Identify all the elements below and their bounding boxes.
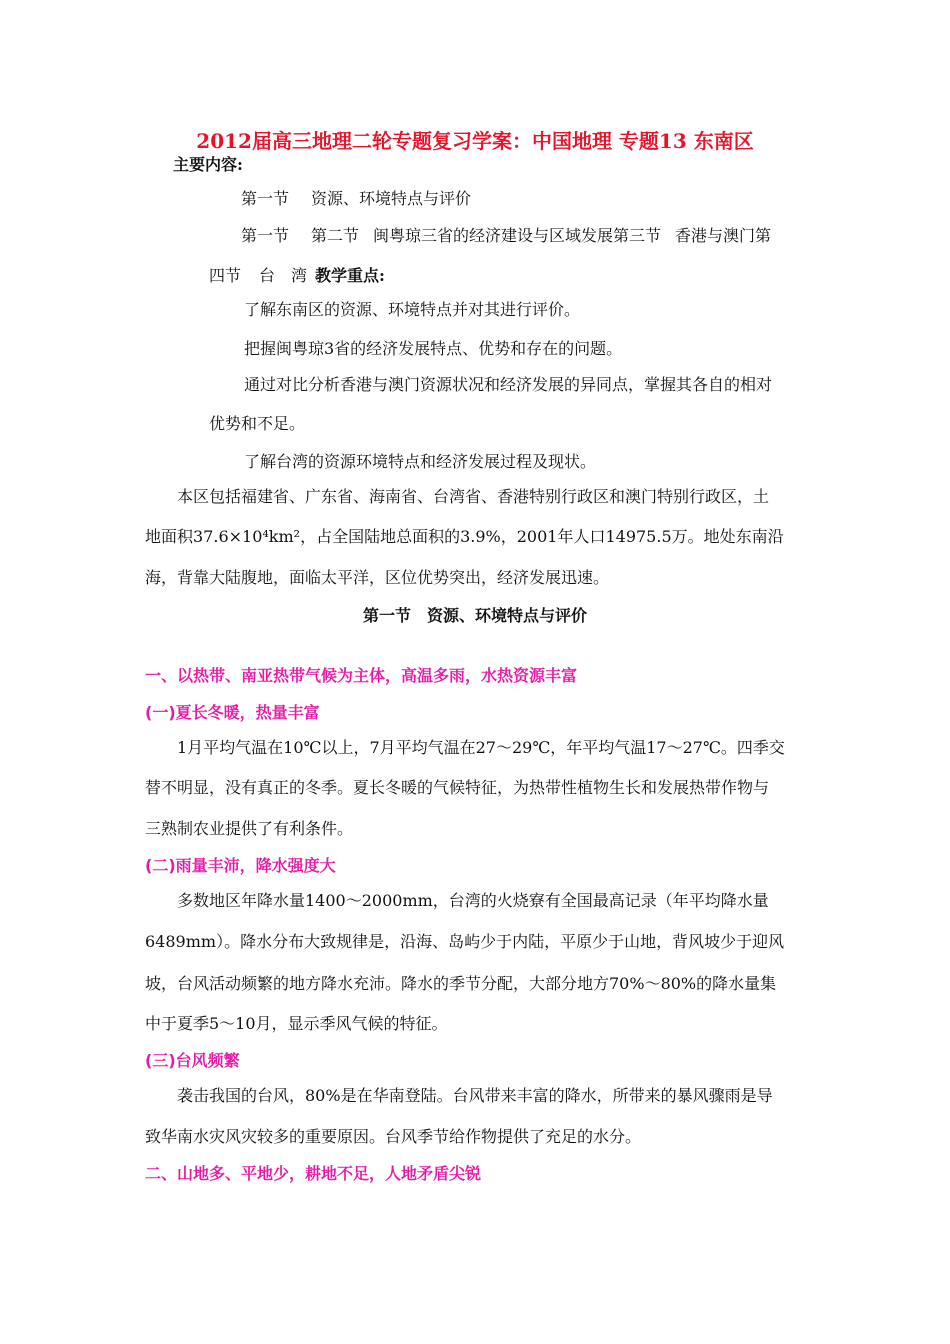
section-2-title: 闽粤琼三省的经济建设与区域发展第三节: [373, 226, 662, 245]
intro-line-1: 本区包括福建省、广东省、海南省、台湾省、香港特别行政区和澳门特别行政区，土: [177, 487, 770, 506]
key-point-4: 了解台湾的资源环境特点和经济发展过程及现状。: [244, 452, 597, 471]
section-1-title: 资源、环境特点与评价: [311, 189, 472, 208]
section-1-number: 第一节: [241, 189, 290, 208]
para-2-line-2: 6489mm）。降水分布大致规律是，沿海、岛屿少于内陆，平原少于山地，背风坡少于迎风: [145, 932, 785, 951]
section-list-line-3: [209, 266, 385, 286]
section-2-number: 第二节: [311, 226, 360, 245]
para-3-line-1: 袭击我国的台风，80%是在华南登陆。台风带来丰富的降水，所带来的暴风骤雨是导: [177, 1086, 773, 1105]
section-list-text: 第一节: [241, 226, 290, 245]
subheading-2: (二)雨量丰沛，降水强度大: [145, 856, 336, 875]
key-point-1: 了解东南区的资源、环境特点并对其进行评价。: [244, 300, 581, 319]
para-1-line-1: 1月平均气温在10℃以上，7月平均气温在27～29℃，年平均气温17～27℃。四季交: [177, 738, 785, 757]
section-list-line-2: [241, 226, 771, 246]
para-1-line-2: 替不明显，没有真正的冬季。夏长冬暖的气候特征，为热带性植物生长和发展热带作物与: [145, 778, 770, 797]
heading-1: 一、以热带、南亚热带气候为主体，高温多雨，水热资源丰富: [145, 666, 578, 685]
heading-2: 二、山地多、平地少，耕地不足，人地矛盾尖锐: [145, 1164, 482, 1183]
key-point-2: 把握闽粤琼3省的经济发展特点、优势和存在的问题。: [244, 339, 623, 358]
main-content-label: 主要内容:: [173, 155, 243, 174]
para-1-line-3: 三熟制农业提供了有利条件。: [145, 819, 354, 838]
para-3-line-2: 致华南水灾风灾较多的重要原因。台风季节给作物提供了充足的水分。: [145, 1127, 642, 1146]
key-point-3: 通过对比分析香港与澳门资源状况和经济发展的异同点，掌握其各自的相对: [244, 375, 773, 394]
section-4-title-part-1: 台: [259, 266, 276, 285]
para-2-line-3: 坡，台风活动频繁的地方降水充沛。降水的季节分配，大部分地方70%～80%的降水量集: [145, 974, 777, 993]
section-list-line-1: [241, 189, 471, 209]
section-1-heading: 第一节 资源、环境特点与评价: [362, 606, 587, 625]
intro-line-2: 地面积37.6×10⁴km²，占全国陆地总面积的3.9%，2001年人口14975.5万。地处东南沿: [145, 527, 784, 546]
para-2-line-1: 多数地区年降水量1400～2000mm，台湾的火烧寮有全国最高记录（年平均降水量: [177, 891, 769, 910]
section-4-number: 四节: [209, 266, 242, 285]
para-2-line-4: 中于夏季5～10月，显示季风气候的特征。: [145, 1014, 448, 1033]
subheading-1: (一)夏长冬暖，热量丰富: [145, 703, 320, 722]
subheading-3: (三)台风频繁: [145, 1051, 240, 1070]
key-points-label: 教学重点:: [315, 266, 385, 285]
section-3-title: 香港与澳门第: [675, 226, 772, 245]
intro-line-3: 海，背靠大陆腹地，面临太平洋，区位优势突出，经济发展迅速。: [145, 568, 610, 587]
key-point-3-cont: 优势和不足。: [209, 414, 306, 433]
document-title: 2012届高三地理二轮专题复习学案：中国地理 专题13 东南区: [196, 129, 754, 153]
section-4-title-part-2: 湾: [291, 266, 308, 285]
